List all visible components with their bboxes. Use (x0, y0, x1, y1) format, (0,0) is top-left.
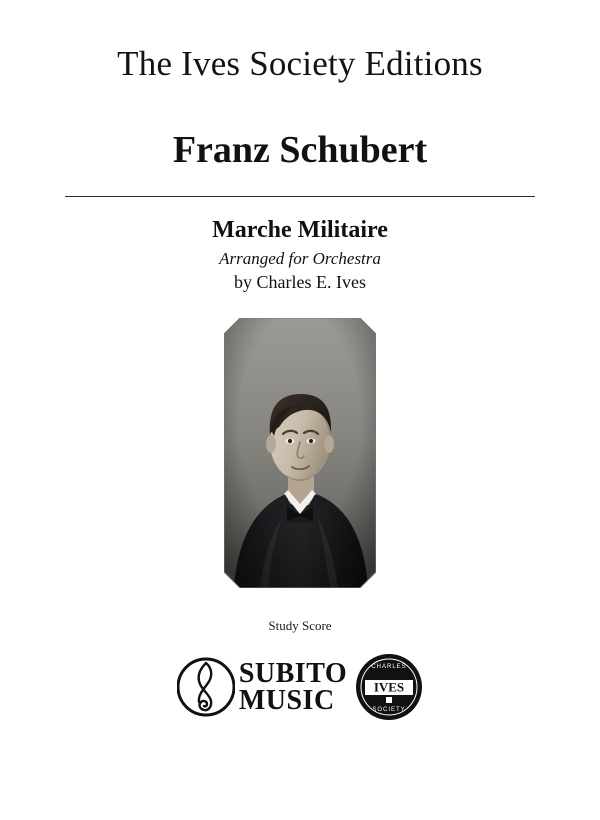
arrangement-line: Arranged for Orchestra (219, 249, 381, 268)
publisher-logos (0, 650, 600, 724)
subito-wordmark (238, 657, 348, 716)
treble-clef-icon (177, 650, 235, 724)
publisher-name-line1: SUBITO (238, 657, 348, 689)
subito-music-logo (177, 650, 347, 724)
portrait-image (224, 318, 376, 588)
publisher-name-line2: MUSIC (238, 685, 335, 716)
edition-type: Study Score (268, 618, 332, 633)
seal-top-text: CHARLES (371, 664, 407, 670)
series-title: The Ives Society Editions (117, 44, 483, 83)
seal-center-text: IVES (373, 679, 405, 695)
score-cover-page (0, 44, 600, 820)
arranger-line: by Charles E. Ives (234, 272, 366, 292)
work-title: Marche Militaire (212, 217, 388, 243)
composer-portrait (224, 318, 376, 588)
charles-ives-society-seal (355, 653, 423, 721)
composer-name: Franz Schubert (172, 129, 428, 171)
horizontal-rule (65, 196, 535, 197)
seal-bottom-text: SOCIETY (372, 707, 406, 713)
